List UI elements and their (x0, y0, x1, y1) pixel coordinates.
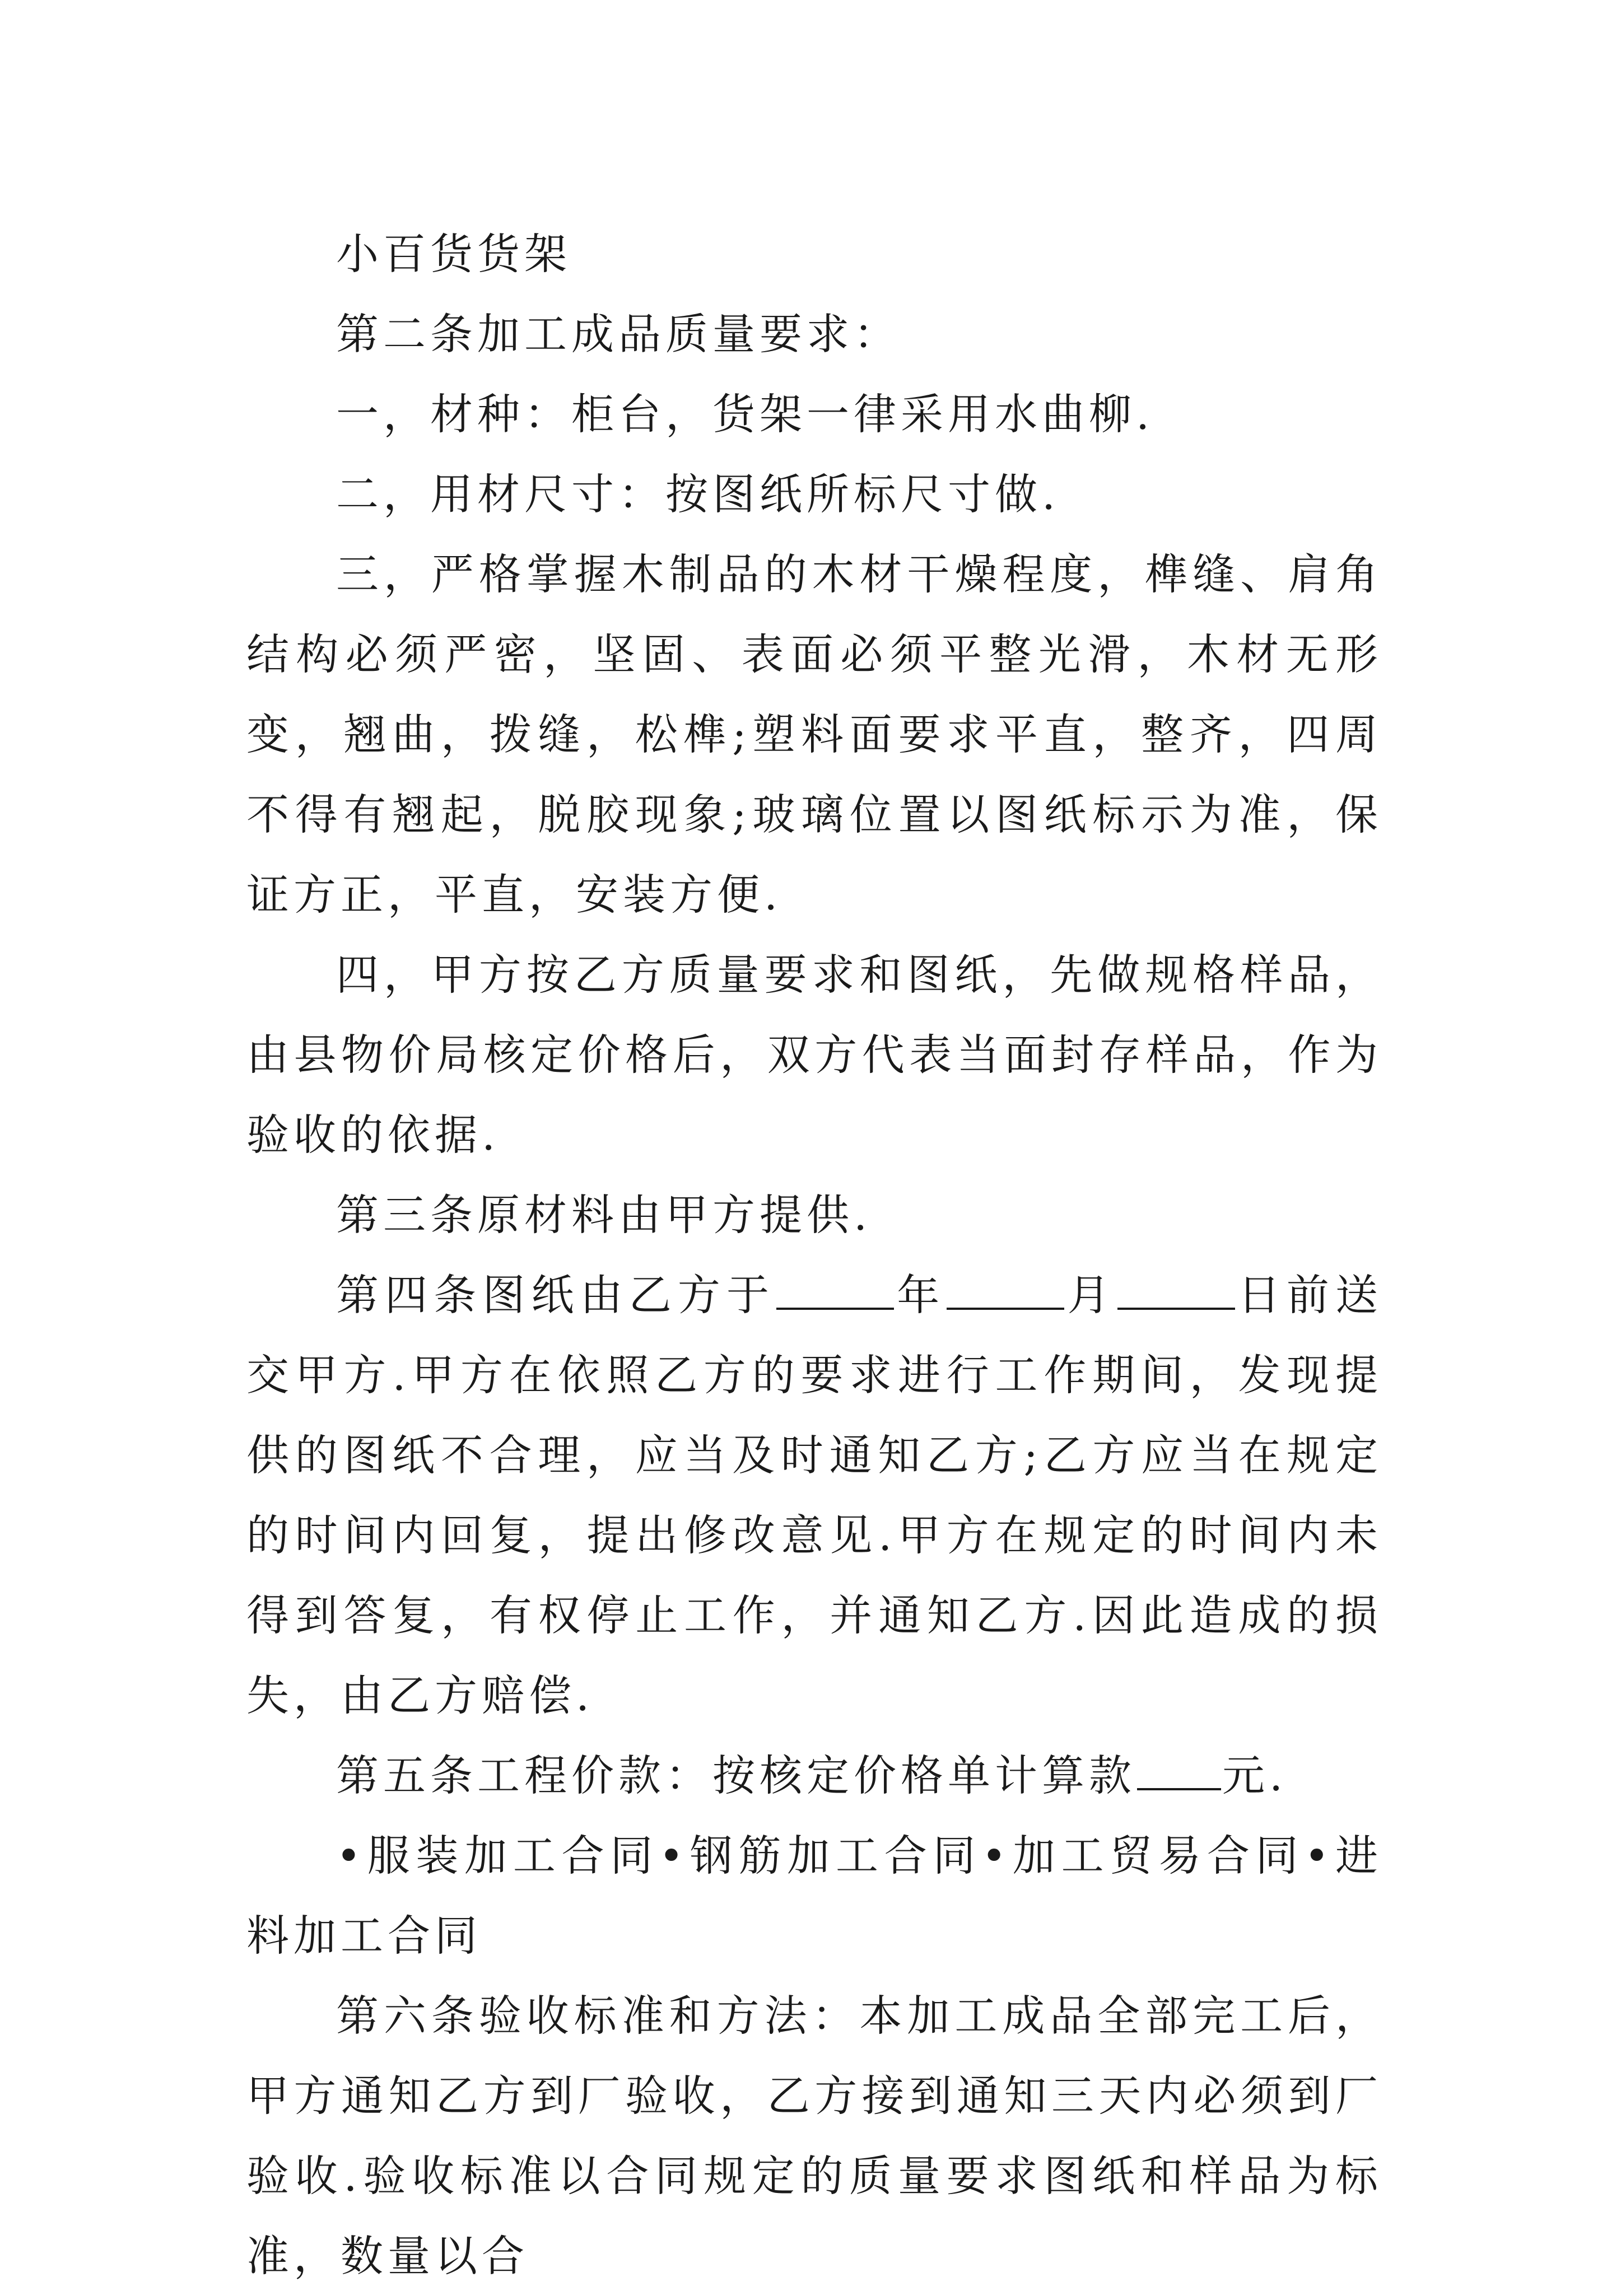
paragraph-article-3: 第三条原材料由甲方提供. (336, 1190, 872, 1240)
day-blank (1117, 1268, 1235, 1310)
document-body (246, 214, 1382, 2296)
article-5-text-start: 第五条工程价款：按核定价格单计算款 (336, 1751, 1136, 1800)
month-label: 月 (1065, 1270, 1116, 1320)
paragraph-related-links: •服装加工合同•钢筋加工合同•加工贸易合同•进料加工合同 (246, 1831, 1382, 1961)
amount-blank (1137, 1749, 1221, 1790)
paragraph-article-2: 第二条加工成品质量要求： (336, 309, 901, 359)
year-blank (776, 1268, 894, 1310)
year-label: 年 (895, 1270, 946, 1320)
article-4-text-rest: 日前送交甲方.甲方在依照乙方的要求进行工作期间，发现提供的图纸不合理，应当及时通知乙方;乙方应当在规定的时间内回复，提出修改意见.甲方在规定的时间内未得到答复，有权停止工作，并通知乙方.因此造成的损失，由乙方赔偿. (246, 1270, 1382, 1720)
paragraph-title: 小百货货架 (336, 229, 571, 279)
article-4-text-start: 第四条图纸由乙方于 (336, 1270, 776, 1320)
paragraph-item-1: 一，材种：柜台，货架一律采用水曲柳. (336, 389, 1154, 439)
paragraph-article-4 (246, 1255, 1382, 1735)
paragraph-article-6: 第六条验收标准和方法：本加工成品全部完工后，甲方通知乙方到厂验收，乙方接到通知三天内必须到厂验收.验收标准以合同规定的质量要求图纸和样品为标准，数量以合 (246, 1991, 1382, 2281)
paragraph-item-3: 三，严格掌握木制品的木材干燥程度，榫缝、肩角结构必须严密，坚固、表面必须平整光滑，木材无形变，翘曲，拨缝，松榫;塑料面要求平直，整齐，四周不得有翘起，脱胶现象;玻璃位置以图纸标示为准，保证方正，平直，安装方便. (246, 549, 1382, 920)
article-5-text-end: 元. (1222, 1751, 1288, 1800)
paragraph-item-4: 四，甲方按乙方质量要求和图纸，先做规格样品，由县物价局核定价格后，双方代表当面封存样品，作为验收的依据. (246, 950, 1382, 1160)
month-blank (947, 1268, 1064, 1310)
paragraph-item-2: 二，用材尺寸：按图纸所标尺寸做. (336, 469, 1060, 519)
paragraph-article-5 (246, 1735, 1382, 1816)
